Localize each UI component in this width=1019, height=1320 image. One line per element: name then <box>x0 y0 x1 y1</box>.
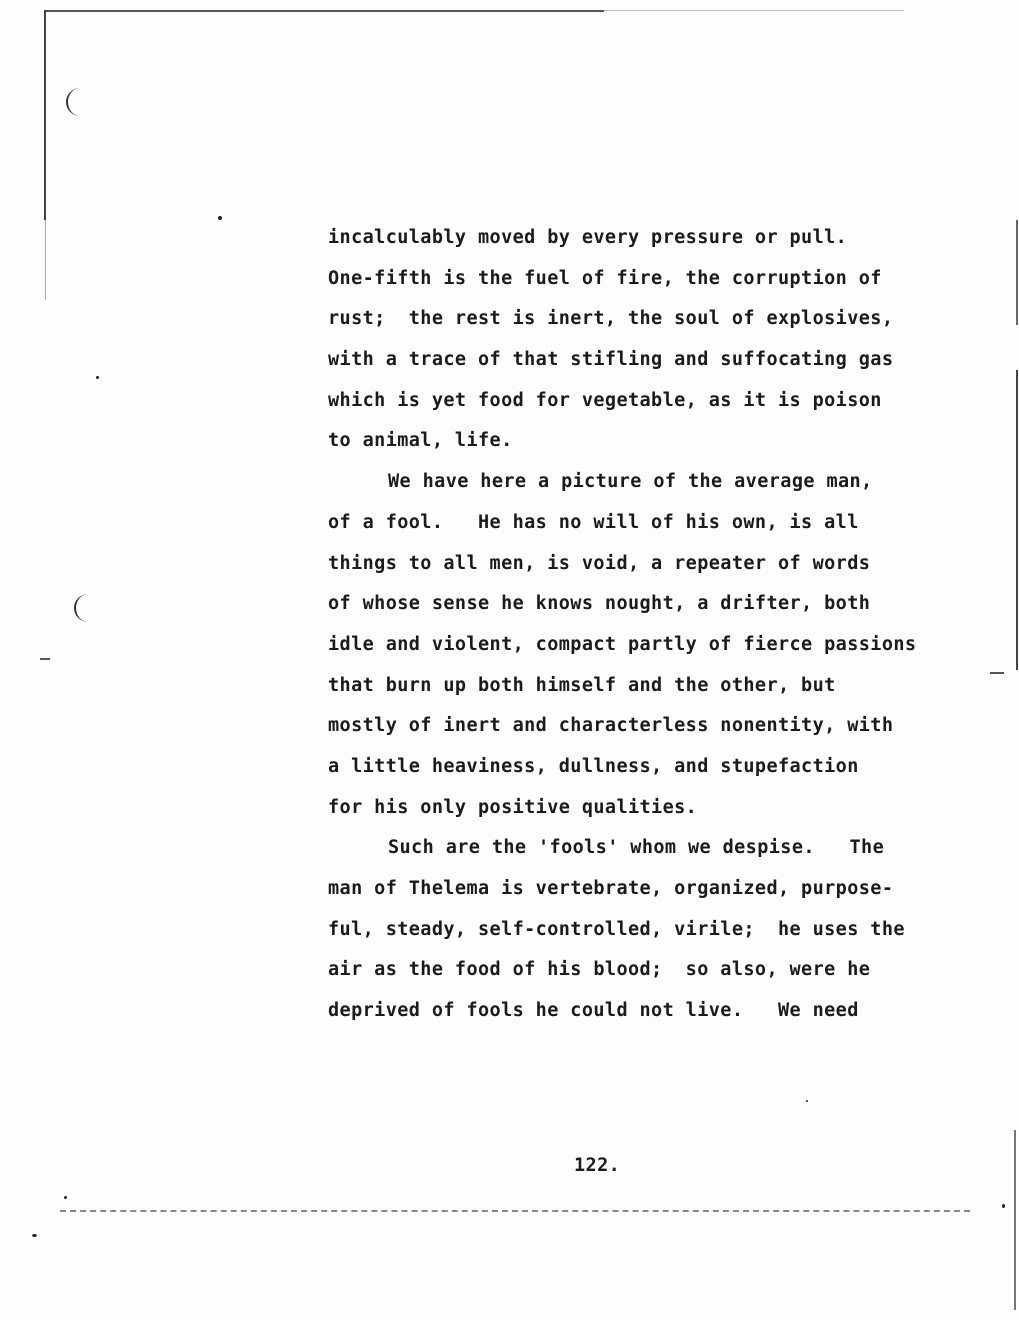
text-line: man of Thelema is vertebrate, organized, purpose- <box>328 878 894 899</box>
scan-mark <box>990 672 1004 674</box>
scan-edge-right-lower <box>1014 1130 1016 1310</box>
text-line: One-fifth is the fuel of fire, the corruption of <box>328 267 882 289</box>
ink-speck <box>218 216 222 220</box>
text-line: rust; the rest is inert, the soul of explosives, <box>328 308 894 330</box>
scan-edge-right-middle <box>1016 370 1018 670</box>
ink-speck <box>96 376 99 379</box>
body-text <box>328 218 988 1032</box>
text-line: idle and violent, compact partly of fierce passions <box>328 633 917 655</box>
ink-speck <box>64 1196 67 1199</box>
scan-border-top <box>44 10 604 12</box>
binder-hole-upper <box>66 88 82 116</box>
ink-speck <box>806 1100 808 1102</box>
text-line: deprived of fools he could not live. We need <box>328 1000 859 1022</box>
scan-border-left-faint <box>45 220 46 300</box>
scan-mark <box>40 658 50 660</box>
scan-border-left <box>44 10 46 220</box>
text-line: mostly of inert and characterless nonentity, with <box>328 715 894 737</box>
text-line: of whose sense he knows nought, a drifter, both <box>328 593 871 615</box>
text-line: incalculably moved by every pressure or pull. <box>328 227 848 248</box>
scan-border-top-faint <box>604 10 904 11</box>
text-line: air as the food of his blood; so also, were he <box>328 959 871 981</box>
scan-edge-right-upper <box>1016 220 1018 325</box>
text-line: things to all men, is void, a repeater of words <box>328 552 871 574</box>
binder-hole-middle <box>74 594 90 622</box>
page-number: 122. <box>574 1155 621 1176</box>
text-line: to animal, life. <box>328 430 513 452</box>
ink-speck <box>1002 1204 1005 1208</box>
paragraph-start-line: We have here a picture of the average man, <box>388 471 873 493</box>
scan-bottom-rule <box>60 1210 970 1213</box>
ink-speck <box>32 1234 37 1237</box>
text-line: that burn up both himself and the other, but <box>328 674 836 696</box>
text-line: which is yet food for vegetable, as it is poison <box>328 389 882 411</box>
text-line: with a trace of that stifling and suffocating gas <box>328 349 894 371</box>
text-line: of a fool. He has no will of his own, is all <box>328 511 859 533</box>
text-line: ful, steady, self-controlled, virile; he uses the <box>328 918 905 940</box>
paragraph-start-line: Such are the 'fools' whom we despise. The <box>388 837 885 859</box>
text-line: a little heaviness, dullness, and stupefaction <box>328 755 859 777</box>
text-line: for his only positive qualities. <box>328 796 698 818</box>
